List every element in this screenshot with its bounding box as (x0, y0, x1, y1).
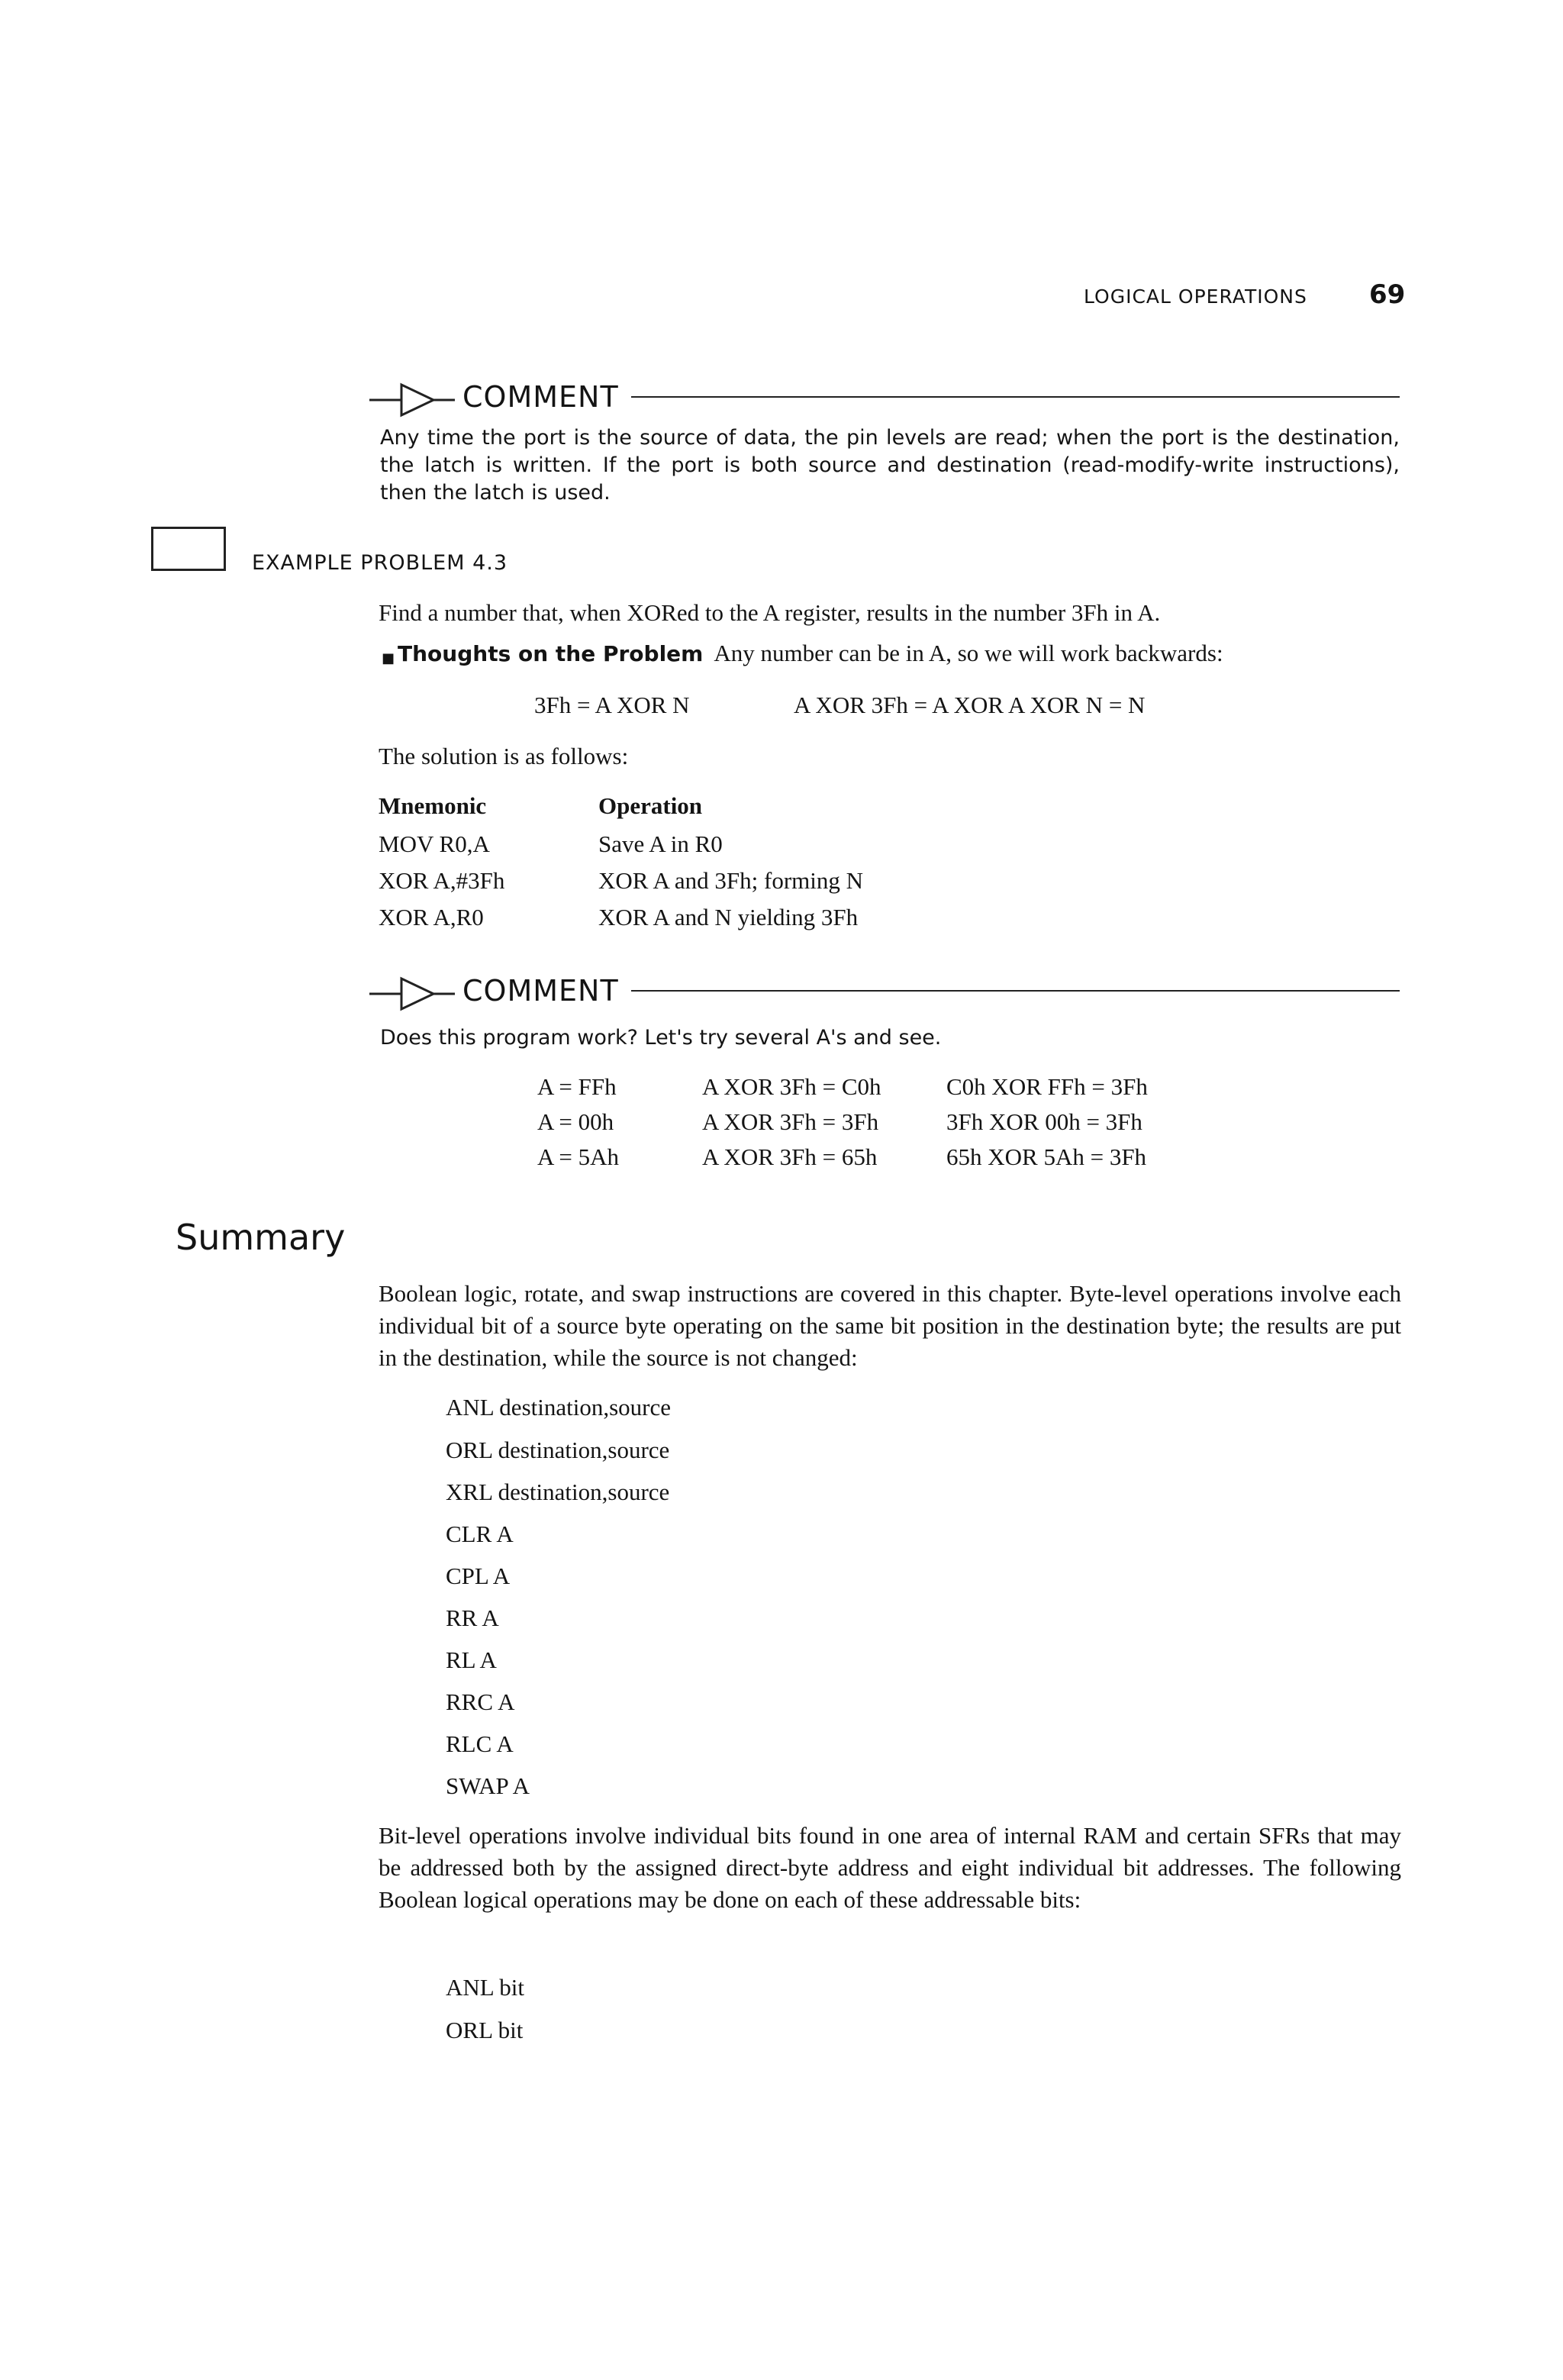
summary-paragraph: Bit-level operations involve individual bits found in one area of internal RAM and certain SFRs that may be addressed both by the assigned direct-byte address and eight individual bit addresses. The following Boolean logical operations may be done on each of these addressable bits: (379, 1822, 1401, 1913)
table-cell-mnemonic: XOR A,#3Fh (379, 867, 505, 894)
summary-paragraph: Boolean logic, rotate, and swap instructions are covered in this chapter. Byte-level operations involve each individual bit of a source byte operating on the same bit position in the destination byte; the results are put in the destination, while the source is not changed: (379, 1280, 1401, 1371)
instruction-line: ANL destination,source (446, 1394, 671, 1421)
bullet-icon: ■ (382, 650, 395, 666)
instruction-line: RR A (446, 1604, 499, 1631)
comment-title: COMMENT (462, 380, 619, 414)
instruction-line: ORL bit (446, 2017, 524, 2043)
summary-heading: Summary (176, 1217, 346, 1258)
comment-heading (369, 969, 1400, 1012)
xor-check-cell: A = FFh (537, 1073, 617, 1100)
instruction-line: ANL bit (446, 1974, 525, 2001)
table-cell-mnemonic: MOV R0,A (379, 830, 490, 857)
comment-title: COMMENT (462, 974, 619, 1008)
instruction-line: RLC A (446, 1730, 514, 1757)
table-header-operation: Operation (598, 792, 703, 819)
example-box-icon (151, 527, 226, 571)
xor-check-cell: 3Fh XOR 00h = 3Fh (946, 1108, 1142, 1135)
table-cell-operation: XOR A and 3Fh; forming N (598, 867, 864, 894)
running-header: LOGICAL OPERATIONS (1084, 285, 1307, 308)
instruction-line: XRL destination,source (446, 1479, 670, 1505)
table-cell-operation: XOR A and N yielding 3Fh (598, 904, 859, 930)
thoughts-label: Thoughts on the Problem (398, 641, 704, 666)
table-cell-mnemonic: XOR A,R0 (379, 904, 484, 930)
comment-arrow-icon (369, 376, 455, 418)
comment-arrow-icon (369, 969, 455, 1012)
xor-check-cell: C0h XOR FFh = 3Fh (946, 1073, 1148, 1100)
table-cell-operation: Save A in R0 (598, 830, 723, 857)
instruction-line: CLR A (446, 1521, 514, 1547)
xor-check-cell: A XOR 3Fh = 65h (702, 1143, 878, 1170)
instruction-line: CPL A (446, 1562, 511, 1589)
solution-intro: The solution is as follows: (379, 743, 629, 769)
example-label: EXAMPLE PROBLEM 4.3 (252, 551, 508, 575)
page-number: 69 (1369, 279, 1406, 310)
instruction-line: RRC A (446, 1688, 515, 1715)
xor-check-cell: A XOR 3Fh = C0h (702, 1073, 881, 1100)
comment-text: Any time the port is the source of data, the pin levels are read; when the port is the destination, the latch is written. If the port is both source and destination (read-modify-write instructions), then the latch is used. (380, 426, 1400, 505)
xor-check-cell: 65h XOR 5Ah = 3Fh (946, 1143, 1147, 1170)
equation-left: 3Fh = A XOR N (534, 692, 690, 718)
comment-rule (631, 396, 1400, 398)
example-question: Find a number that, when XORed to the A register, results in the number 3Fh in A. (379, 599, 1161, 626)
instruction-line: RL A (446, 1646, 497, 1673)
thoughts-text: Any number can be in A, so we will work backwards: (714, 640, 1223, 666)
comment-text: Does this program work? Let's try several A's and see. (380, 1026, 942, 1050)
xor-check-cell: A XOR 3Fh = 3Fh (702, 1108, 879, 1135)
xor-check-cell: A = 5Ah (537, 1143, 620, 1170)
thoughts-line (382, 640, 1404, 667)
comment-heading (369, 376, 1400, 418)
table-header-mnemonic: Mnemonic (379, 792, 487, 819)
instruction-line: ORL destination,source (446, 1437, 670, 1463)
xor-check-cell: A = 00h (537, 1108, 614, 1135)
instruction-line: SWAP A (446, 1772, 530, 1799)
comment-rule (631, 990, 1400, 992)
equation-right: A XOR 3Fh = A XOR A XOR N = N (794, 692, 1146, 718)
